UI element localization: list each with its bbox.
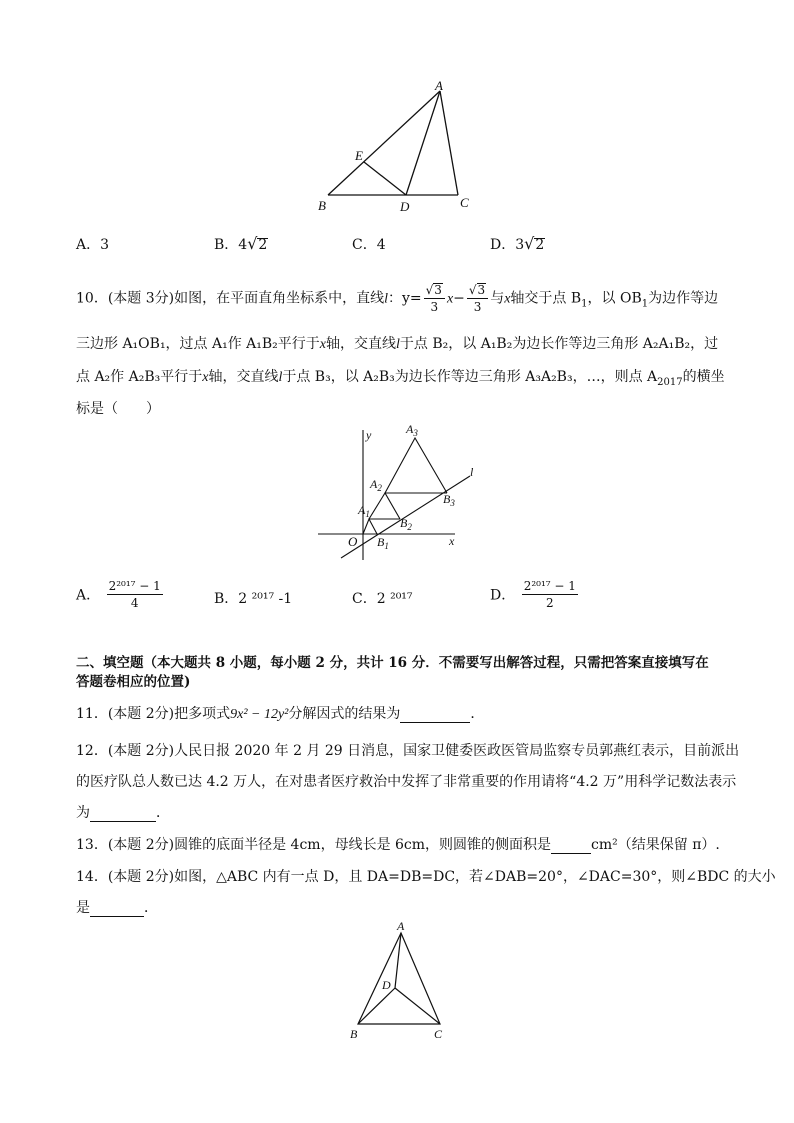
option-text: 3: [100, 237, 110, 253]
option-letter: B．: [214, 237, 239, 253]
segment-ad: [395, 933, 401, 988]
axis-x-symbol: x: [504, 291, 511, 307]
q10-option-c[interactable]: [352, 588, 413, 608]
q10-tail1: 轴交于点 B: [510, 290, 582, 307]
q10-option-a[interactable]: [76, 578, 165, 611]
triangle-1: [363, 519, 377, 534]
option-letter: D．: [490, 587, 516, 604]
label-c: C: [434, 1027, 443, 1041]
q10-line2-c: 于点 B₂，以 A₁B₂为边长作等边三角形 A₂A₁B₂，过: [399, 336, 719, 352]
question-12-line-2: [76, 771, 736, 791]
q10-line-1: [76, 282, 718, 317]
triangle-2: [369, 493, 400, 519]
axis-x-symbol: x: [202, 370, 209, 385]
label-d: D: [400, 199, 410, 214]
triangle-3: [385, 438, 447, 493]
q10-line-4: [76, 398, 160, 418]
q12-line3a: 为: [76, 805, 90, 821]
option-letter: A．: [76, 237, 101, 253]
question-tag: (本题 2分): [107, 706, 175, 722]
option-letter: B．: [214, 591, 239, 607]
question-11: [76, 703, 484, 723]
q10-tail3: 为边作等边: [648, 290, 719, 307]
q10-line2-text: 三边形 A₁OB₁，过点 A₁作 A₁B₂平行于: [76, 336, 320, 352]
q10-line3-d: 的横坐: [682, 369, 725, 385]
axis-x-label: x: [449, 534, 455, 548]
option-coef: 4: [238, 237, 248, 253]
question-number: 10．: [76, 290, 108, 307]
axis-x-symbol: x: [319, 337, 327, 352]
label-b2: $B_2$: [400, 516, 412, 532]
minus-sign: −: [453, 290, 465, 307]
q10-line4-text: 标是（ ）: [76, 401, 160, 417]
label-b1: $B_1$: [377, 535, 389, 551]
option-text: 2 ²⁰¹⁷ -1: [238, 591, 293, 607]
segment-bd: [358, 988, 395, 1024]
axis-y-label: y: [366, 428, 372, 442]
answer-blank[interactable]: [551, 837, 591, 854]
q10-line3-b: 轴，交直线: [208, 369, 279, 385]
sub-2017: 2017: [657, 376, 683, 388]
sub-1b: 1: [641, 298, 649, 310]
option-fraction: $\frac{\text{2²⁰¹⁷ − 1}}{4}$: [108, 579, 161, 610]
var-x: x: [446, 291, 454, 307]
q9-option-c[interactable]: [352, 234, 386, 254]
option-radicand: 2: [535, 237, 545, 253]
segment-ac: [440, 91, 458, 195]
section-2-line2: 答题卷相应的位置): [76, 674, 191, 690]
answer-blank[interactable]: [90, 900, 144, 917]
origin-label: O: [348, 534, 358, 549]
label-b3: $B_3$: [443, 492, 455, 508]
q14-line1: 14．(本题 2分)如图，△ABC 内有一点 D，且 DA=DB=DC，若∠DAB=20°，∠DAC=30°，则∠BDC 的大小: [76, 869, 776, 885]
fraction-sqrt3-over-3: $\frac{√3}{3}$: [424, 282, 445, 315]
label-e: E: [355, 148, 363, 163]
q11-lead: 把多项式: [174, 706, 231, 722]
q10-line2-b: 轴，交直线: [326, 336, 397, 352]
option-radicand: 2: [258, 237, 268, 253]
q10-tail2: ，以 OB: [587, 290, 642, 307]
option-fraction: $\frac{\text{2²⁰¹⁷ − 1}}{2}$: [523, 579, 576, 610]
line-l-symbol: l: [396, 337, 400, 352]
q9-option-a[interactable]: [76, 234, 109, 254]
option-text: 4: [376, 237, 386, 253]
label-b: B: [350, 1027, 358, 1041]
question-13: [76, 834, 720, 854]
q14-line2b: ．: [144, 900, 158, 916]
label-a: A: [397, 919, 405, 933]
q10-line-2: [76, 333, 718, 353]
line-l-label: l: [470, 465, 474, 479]
figure-q9-triangle: [300, 78, 500, 218]
q11-end: ．: [470, 706, 485, 722]
q14-line2a: 是: [76, 900, 90, 916]
line-l-symbol: l: [384, 291, 388, 307]
q9-option-b[interactable]: B．4√2: [214, 234, 268, 253]
question-12-line-3: [76, 802, 170, 822]
segment-ed: [364, 162, 406, 195]
q13-lead: 13．(本题 2分)圆锥的底面半径是 4cm，母线长是 6cm，则圆锥的侧面积是: [76, 837, 552, 853]
q10-line3-text: 点 A₂作 A₂B₃平行于: [76, 369, 203, 385]
figure-q14-triangle: [340, 918, 460, 1044]
q10-line3-c: 于点 B₃，以 A₂B₃为边长作等边三角形 A₃A₂B₃，…，则点 A: [282, 369, 658, 385]
q9-option-d[interactable]: D．3√2: [490, 234, 545, 253]
q10-lead: 如图，在平面直角坐标系中，直线: [174, 290, 385, 307]
q10-option-d[interactable]: [490, 578, 580, 611]
q10-line-3: [76, 366, 725, 388]
question-tag: (本题 3分): [107, 290, 175, 307]
question-14-line-1: [76, 866, 776, 886]
option-letter: C．: [352, 237, 377, 253]
line-l-symbol: l: [278, 370, 283, 385]
option-letter: C．: [352, 591, 377, 607]
q12-line1: 12．(本题 2分)人民日报 2020 年 2 月 29 日消息，国家卫健委医政医管局监察专员郭燕红表示，目前派出: [76, 743, 740, 759]
question-12-line-1: [76, 740, 739, 760]
figure-q10-coordinate: [310, 418, 480, 563]
answer-blank[interactable]: [90, 805, 156, 822]
q11-tail: 分解因式的结果为: [288, 706, 401, 722]
fraction-sqrt3-over-3-b: $\frac{√3}{3}$: [467, 282, 488, 315]
question-number: 11．: [76, 706, 108, 722]
option-text: 2 ²⁰¹⁷: [376, 591, 413, 607]
label-a1: $A_1$: [358, 503, 370, 519]
option-coef: 3: [515, 237, 525, 253]
label-a2: $A_2$: [370, 477, 382, 493]
label-b: B: [318, 198, 326, 213]
q11-expression: 9x² − 12y²: [230, 707, 289, 722]
q10-y-eq: ：y=: [388, 290, 422, 307]
label-a: A: [435, 78, 443, 93]
q13-tail: cm²（结果保留 π）.: [591, 837, 720, 853]
q10-after: 与: [490, 290, 505, 307]
q12-line2: 的医疗队总人数已达 4.2 万人，在对患者医疗救治中发挥了非常重要的作用请将“4.2 万”用科学记数法表示: [76, 774, 737, 790]
label-d: D: [382, 978, 391, 992]
sub-1: 1: [581, 298, 588, 310]
segment-cd: [395, 988, 440, 1024]
label-c: C: [460, 195, 469, 210]
q12-line3b: ．: [156, 805, 170, 821]
q10-option-b[interactable]: [214, 588, 292, 608]
option-letter: D．: [490, 237, 516, 253]
section-2-heading: [76, 651, 709, 671]
section-2-line1: 二、填空题（本大题共 8 小题，每小题 2 分，共计 16 分．不需要写出解答过程，只需把答案直接填写在: [76, 655, 709, 671]
answer-blank[interactable]: [400, 706, 470, 723]
label-a3: $A_3$: [406, 422, 418, 438]
option-letter: A．: [76, 587, 101, 604]
question-14-line-2: [76, 897, 158, 917]
section-2-heading-cont: [76, 670, 190, 690]
